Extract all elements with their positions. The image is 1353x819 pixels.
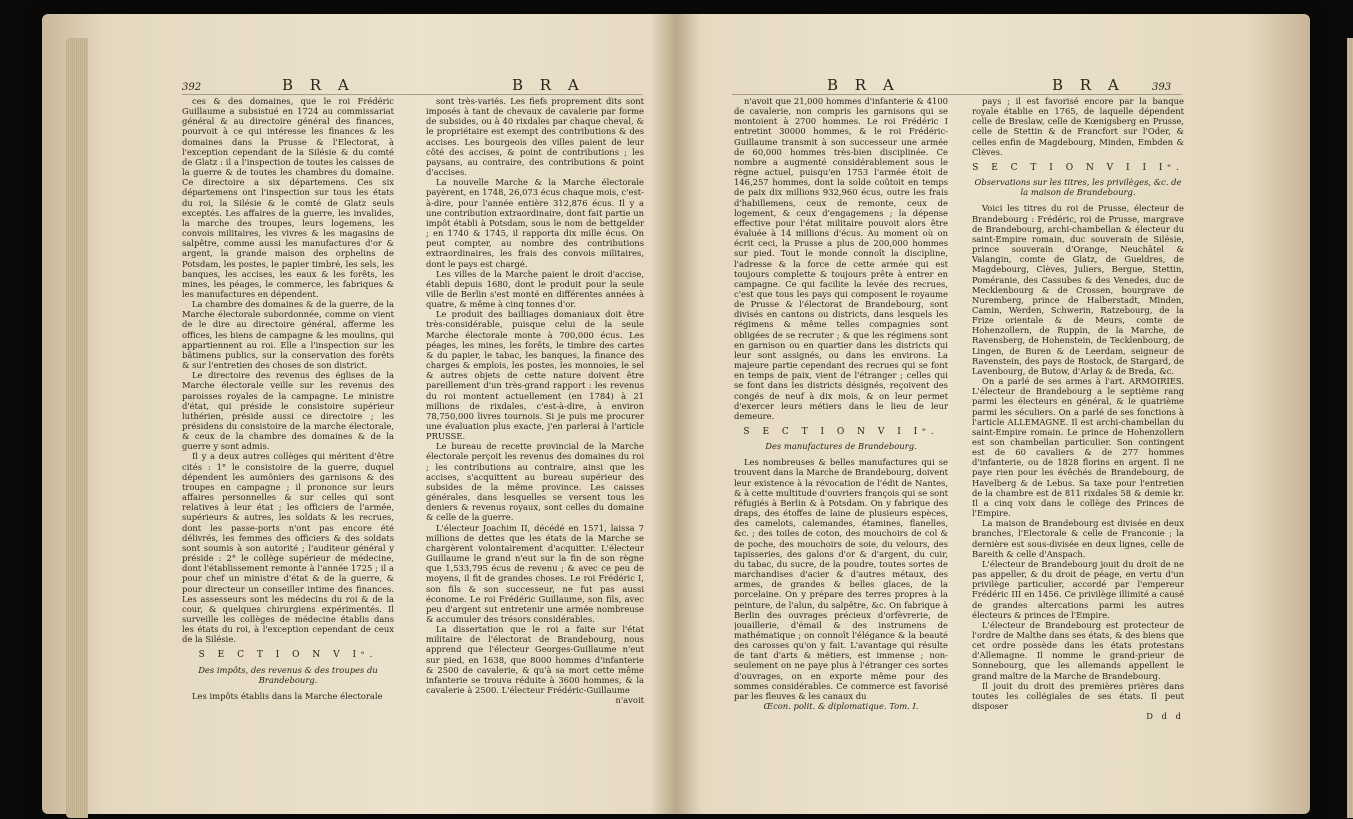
section-heading: S E C T I O N V I Iᵉ. [743,427,939,437]
section-heading: S E C T I O N V Iᵉ. [198,650,378,661]
left-page-number: 392 [182,82,202,93]
paragraph: Voici les titres du roi de Prusse, électeur de Brandebourg : Frédéric, roi de Prusse, margrave de Brandebourg, archi-chambellan & électeur du saint-Empire romain, duc souverain de Silésie, prince souverain d'Orange, Neuchâtel & Valangin, comte de Glatz, de Gueldres, de Magdebourg, Clèves, Juliers, Bergue, Stettin, Poméranie, des Cassubes & des Venedes, duc de Mecklenbourg & de Crossen, bourgrave de Nuremberg, prince de Halberstadt, Minden, Camin, Werden, Schwerin, Ratzebourg, de la Frize orientale & de Meurs, comte de Hohenzollern, de Ruppin, de la Marche, de Ravensberg, de Hohenstein, de Tecklenbourg, de Lingen, de Buren & de Leerdam, seigneur de Ravenstein, des pays de Rostock, de Stargard, de Lavenbourg, de Butow, d'Arlay & de Breda, &c. [972,203,1184,376]
right-column-1 [734,96,948,796]
right-page [676,74,1310,804]
paragraph: L'électeur de Brandebourg jouit du droit de ne pas appeller, & du droit de péage, en vertu d'un privilège particulier, accordé par l'empereur Frédéric III en 1456. Ce privilège illimité a causé de grandes altercations parmi les autres électeurs & princes de l'Empire. [972,558,1184,620]
paragraph: L'électeur Joachim II, décédé en 1571, laissa 7 millions de dettes que les états de la Marche se chargèrent volontairement d'acquitter. L'électeur Guillaume le grand n'eut sur la fin de son règne que 1,533,795 écus de revenu ; & avec ce peu de moyens, il fit de grandes choses. Le roi Frédéric I, son fils & son successeur, ne fut pas aussi économe. Le roi Frédéric Guillaume, son fils, avec peu d'argent sut entretenir une armée nombreuse & accumuler des trésors considérables. [426,522,644,624]
paragraph: pays ; il est favorisé encore par la banque royale établie en 1765, de laquelle dépendent celle de Breslaw, celle de Kœnigsberg en Prusse, celle de Stettin & de Francfort sur l'Oder, & celles enfin de Magdebourg, Minden, Embden & Clèves. [972,96,1184,157]
left-column-1 [182,96,394,796]
left-header-left: B R A [282,76,355,94]
paragraph: Le directoire des revenus des églises de la Marche électorale veille sur les revenus des paroisses royales de la campagne. Le ministre d'état, qui préside le consistoire supérieur luthérien, préside aussi ce directoire ; les présidens du consistoire de la marche électorale, & ceux de la chambre des domaines & de la guerre y sont admis. [182,370,394,452]
right-page-number: 393 [1152,82,1172,93]
paragraph: ces & des domaines, que le roi Frédéric Guillaume a subsistué en 1724 au commissariat général & au directoire général des finances, pourvoit à ce qui intéresse les finances & les domaines dans la Prusse & l'Electorat, à l'exception cependant de la Silésie & du comté de Glatz : il a l'inspection de toutes les caisses de la guerre & de toutes les chambres du domaine. Ce directoire a six départemens. Ces six départemens ont l'inspection sur tous les états du roi, la Silésie & le comté de Glatz seuls exceptés. Les affaires de la guerre, les invalides, la marche des troupes, leurs logemens, les convois militaires, les vivres & les magasins de salpêtre, comme aussi les manufactures d'or & argent, la grande maison des orphelins de Potsdam, les postes, le papier timbré, les sels, les banques, les accises, les eaux & les forêts, les mines, les péages, le commerce, les fabriques & les manufactures en dépendent. [182,96,394,299]
right-header-right: B R A [1052,76,1125,94]
page-footer-note: Œcon. polit. & diplomatique. Tom. I. [763,701,919,712]
section-heading: S E C T I O N V I I Iᵉ. [972,162,1184,173]
page-edges-right [1347,38,1353,818]
left-page [42,74,676,804]
paragraph: Il jouit du droit des premières prières dans toutes les collégiales de ses états. Il peut disposer [972,680,1184,712]
paragraph: Les nombreuses & belles manufactures qui se trouvent dans la Marche de Brandebourg, doivent leur existence à la révocation de l'édit de Nantes, & à cette multitude d'ouvriers françois qui se sont réfugiés à Berlin & à Potsdam. On y fabrique des draps, des étoffes de laine de plusieurs espèces, des camelots, calemandes, étamines, flanelles, &c. ; des toiles de coton, des mouchoirs de col & de poche, des mouchoirs de soie, du velours, des tapisseries, des galons d'or & d'argent, du cuir, du tabac, du sucre, de la poudre, toutes sortes de marchandises d'acier & d'autres métaux, des armes, de grandes & belles glaces, de la porcelaine. On y prépare des terres propres à la peinture, de l'alun, du salpêtre, &c. On fabrique à Berlin des ouvrages précieux d'orfèvrerie, de jouaillerie, d'émail & des instrumens de mathématique ; on connoît l'élégance & la beauté des carosses qu'on y fait. L'avantage qui résulte de tant d'arts & métiers, est immense ; non-seulement on ne paye plus à l'étranger ces sortes d'ouvrages, on en exporte même pour des sommes considérables. Ce commerce est favorisé par les fleuves & les canaux du [734,457,948,701]
right-header-left: B R A [827,76,900,94]
signature-mark: D d d [1146,711,1184,722]
section-subtitle: Des impôts, des revenus & des troupes du Brandebourg. [198,664,378,685]
catchword: n'avoit [615,695,644,706]
paragraph: La dissertation que le roi a faite sur l'état militaire de l'électorat de Brandebourg, nous apprend que l'électeur Georges-Guillaume n'eut sur pied, en 1638, que 8000 hommes d'infanterie & 2500 de cavalerie, & qu'à sa mort cette même infanterie se trouva réduite à 3600 hommes, & la cavalerie à 2500. L'électeur Frédéric-Guillaume [426,624,644,696]
paragraph: Le bureau de recette provincial de la Marche électorale perçoit les revenus des domaines du roi ; les contributions au contraire, ainsi que les accises, s'acquittent au bureau supérieur des subsides de la même province. Les caisses générales, dans lesquelles se versent tous les deniers & revenus royaux, sont celles du domaine & celle de la guerre. [426,441,644,523]
paragraph: La nouvelle Marche & la Marche électorale payèrent, en 1748, 26,073 écus chaque mois, c'est-à-dire, pour l'année entière 312,876 écus. Il y a une contribution extraordinaire, dont fait partie un impôt établi à Potsdam, sous le nom de bettgelder ; en 1740 & 1745, il rapporta dix mille écus. On peut compter, au nombre des contributions extraordinaires, les frais des convois militaires, dont le pays est chargé. [426,177,644,269]
paragraph: n'avoit que 21,000 hommes d'infanterie & 4100 de cavalerie, non compris les garnisons qui se montoient à 2700 hommes. Le roi Frédéric I entretint 30000 hommes, & le roi Frédéric-Guillaume transmit à son successeur une armée de 60,000 hommes très-bien disciplinée. Ce nombre a augmenté considérablement sous le règne actuel, puisqu'en 1753 l'armée étoit de 146,257 hommes, dont la solde coûtoit en temps de paix dix millions 932,960 écus, outre les frais d'habillemens, ceux de remonte, ceux de logement, & ceux d'engagemens ; la dépense effective pour l'état militaire pouvoit alors être évaluée à 14 millions d'écus. Au moment où on écrit ceci, la Prusse a plus de 200,000 hommes sur pied. Tout le monde connoît la discipline, l'adresse & la force de cette armée qui est toujours complette & toujours prête à entrer en campagne. Ce qui facilite la levée des recrues, c'est que tous les pays qui composent le royaume de Prusse & l'électorat de Brandebourg, sont divisés en cantons ou districts, dans lesquels les régimens & même telles compagnies sont obligées de se recruter ; & que les régimens sont en garnison ou en quartier dans les districts qui leur sont assignés, ou dans les environs. La majeure partie cependant des recrues qui se font en temps de paix, vient de l'étranger ; celles qui se font dans les districts désignés, reçoivent des congés de neuf à dix mois, & on leur permet d'exercer leurs métiers dans le lieu de leur demeure. [734,96,948,421]
paragraph: Il y a deux autres collèges qui méritent d'être cités : 1° le consistoire de la guerre, duquel dépendent les aumôniers des garnisons & des troupes en campagne ; il prononce sur leurs affaires personnelles & sur celles qui sont relatives à leur état ; les officiers de l'armée, supérieurs & autres, les soldats & les recrues, dont les passe-ports n'ont pas encore été délivrés, les femmes des officiers & des soldats sont soumis à son autorité ; l'auditeur général y préside : 2° le collège supérieur de médecine, dont l'établissement remonte à l'année 1725 ; il a pour chef un ministre d'état & de la guerre, & pour directeur un conseiller intime des finances. Les assesseurs sont les médecins du roi & de la cour, & quelques chirurgiens expérimentés. Il surveille les collèges de médecine établis dans les états du roi, à l'exception cependant de ceux de la Silésie. [182,451,394,645]
right-column-2 [972,96,1184,796]
paragraph: sont très-variés. Les fiefs proprement dits sont imposés à tant de chevaux de cavalerie par forme de subsides, ou à 40 rixdales par chaque cheval, & le propriétaire est exempt des contributions & des accises. Les bourgeois des villes paient de leur côté des accises, & point de contributions ; les paysans, au contraire, des contributions & point d'accises. [426,96,644,178]
section-subtitle: Des manufactures de Brandebourg. [765,441,917,452]
paragraph: On a parlé de ses armes à l'art. ARMOIRIES. L'électeur de Brandebourg a le septième rang parmi les électeurs en général, & le quatrième parmi les séculiers. On a parlé de ses fonctions à l'article ALLEMAGNE. Il est archi-chambellan du saint-Empire romain. Le prince de Hohenzollern est son chambellan particulier. Son contingent est de 60 cavaliers & de 277 hommes d'infanterie, ou de 1828 florins en argent. Il ne paye rien pour les évêchés de Brandebourg, de Havelberg & de Lebus. Sa taxe pour l'entretien de la chambre est de 811 rixdales 58 & demie kr. Il a cinq voix dans le collège des Princes de l'Empire. [972,376,1184,519]
paragraph: Le produit des bailliages domaniaux doit être très-considérable, puisque celui de la seule Marche électorale monte à 700,000 écus. Les péages, les mines, les forêts, le timbre des cartes & du papier, le tabac, les banques, la finance des charges & emplois, les postes, les monnoies, le sel & autres objets de cette nature doivent être pareillement d'un très-grand rapport : les revenus du roi montent actuellement (en 1784) à 21 millions de rixdales, c'est-à-dire, à environ 78,750,000 livres tournois. Si je puis me procurer une évaluation plus exacte, j'en parlerai à l'article PRUSSE. [426,309,644,442]
book-spread [42,14,1310,814]
paragraph: Les villes de la Marche paient le droit d'accise, établi depuis 1680, dont le produit pour la seule ville de Berlin s'est monté en différentes années à quatre, & même à cinq tonnes d'or. [426,268,644,310]
paragraph: L'électeur de Brandebourg est protecteur de l'ordre de Malthe dans ses états, & des biens que cet ordre possède dans les états protestans d'Allemagne. Il nomme le grand-prieur de Sonnebourg, que les allemands appellent le grand maître de la Marche de Brandebourg. [972,619,1184,681]
section-subtitle: Observations sur les titres, les privilèges, &c. de la maison de Brandebourg. [974,177,1182,198]
paragraph: La maison de Brandebourg est divisée en deux branches, l'Electorale & celle de Franconie ; la dernière est sous-divisée en deux lignes, celle de Bareith & celle d'Anspach. [972,518,1184,559]
paragraph: La chambre des domaines & de la guerre, de la Marche électorale subordonnée, comme on vient de le dire au directoire général, afferme les offices, les biens de campagne & les moulins, qui appartiennent au roi. Elle a l'inspection sur les bâtimens publics, sur la conservation des forêts & sur l'entretien des choses de son district. [182,299,394,371]
paragraph: Les impôts établis dans la Marche électorale [192,690,383,701]
left-column-2 [426,96,644,796]
left-header-right: B R A [512,76,585,94]
